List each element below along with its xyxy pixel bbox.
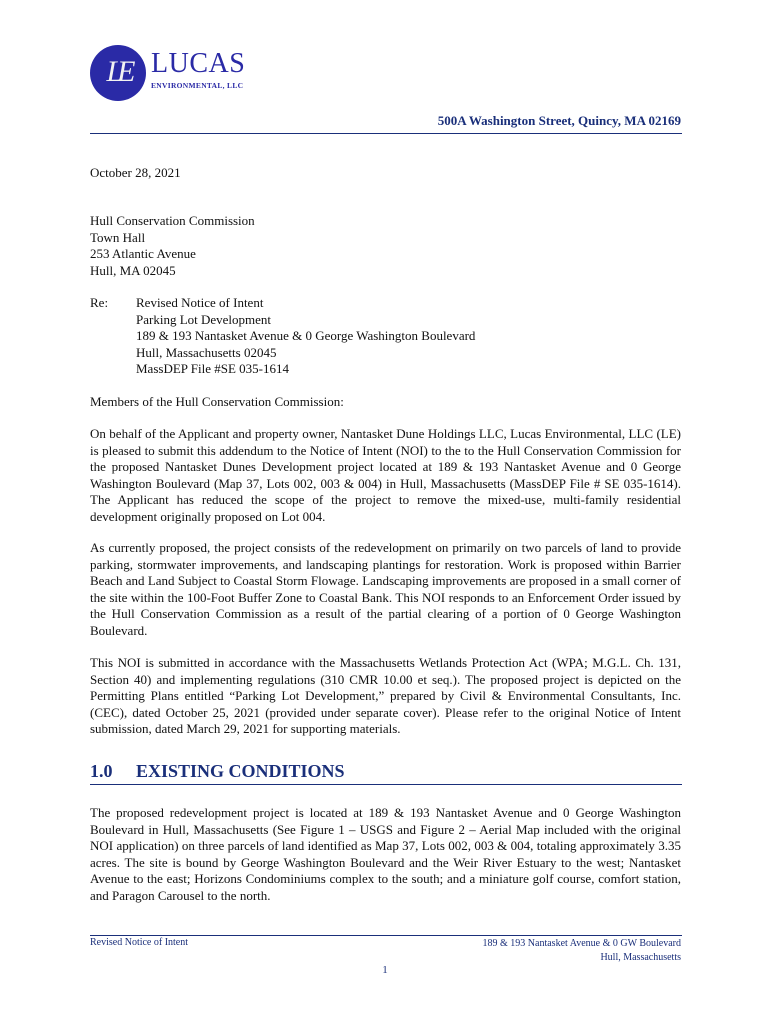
- logo-name: LUCAS: [151, 48, 246, 79]
- recipient-line: Hull, MA 02045: [90, 262, 176, 278]
- letter-date: October 28, 2021: [90, 165, 181, 180]
- recipient-line: Hull Conservation Commission: [90, 213, 255, 228]
- logo-subtitle: ENVIRONMENTAL, LLC: [151, 81, 244, 90]
- recipient-line: 253 Atlantic Avenue: [90, 246, 196, 261]
- footer-divider: [90, 935, 682, 936]
- body-paragraph-3: This NOI is submitted in accordance with the Massachusetts Wetlands Protection Act (WPA; M.G.L. Ch. 131, Section 40) and implementing regulations (310 CMR 10.00 et seq.). The proposed project is depicted on the Permitting Plans entitled “Parking Lot Development,” prepared by Civil & Environmental Consultants, Inc. (CEC), dated October 25, 2021 (provided under separate cover). Please refer to the original Notice of Intent submission, dated March 29, 2021 for supporting materials.: [90, 655, 681, 736]
- recipient-address: [90, 213, 681, 279]
- subject-lines: [136, 295, 475, 378]
- subject-line: Hull, Massachusetts 02045: [136, 344, 277, 360]
- body-paragraph-2: As currently proposed, the project consists of the redevelopment on primarily on two parcels of land to provide parking, stormwater improvements, and landscaping plantings for restoration. Work is proposed within Barrier Beach and Land Subject to Coastal Storm Flowage. Landscaping improvements are proposed in a small corner of the site within the 100-Foot Buffer Zone to Coastal Bank. This NOI responds to an Enforcement Order issued by the Hull Conservation Commission as a result of the partial clearing of a portion of 0 George Washington Boulevard.: [90, 540, 681, 638]
- page-number: 1: [382, 964, 388, 976]
- section-number: 1.0: [90, 761, 113, 781]
- section-paragraph: The proposed redevelopment project is located at 189 & 193 Nantasket Avenue and 0 George Washington Boulevard in Hull, Massachusetts (See Figure 1 – USGS and Figure 2 – Aerial Map included with the original NOI application) on three parcels of land identified as Map 37, Lots 002, 003 & 004, totaling approximately 3.35 acres. The site is bound by George Washington Boulevard and the Weir River Estuary to the west; Nantasket Avenue to the east; Horizons Condominiums complex to the south; and a miniature golf course, comfort station, and Paragon Carousel to the north.: [90, 805, 681, 903]
- section-heading: [90, 760, 345, 782]
- footer-left: Revised Notice of Intent: [90, 937, 189, 948]
- logo-monogram: LE: [106, 55, 130, 88]
- recipient-line: Town Hall: [90, 229, 146, 245]
- company-logo: [90, 45, 250, 103]
- subject-line: MassDEP File #SE 035-1614: [136, 361, 289, 376]
- footer-right: [483, 937, 681, 965]
- subject-line: Revised Notice of Intent: [136, 295, 264, 310]
- letterhead-divider: [90, 133, 682, 134]
- section-title: EXISTING CONDITIONS: [136, 761, 345, 781]
- logo-emblem: [90, 45, 146, 101]
- letterhead-address: 500A Washington Street, Quincy, MA 02169: [437, 113, 681, 128]
- subject-line: 189 & 193 Nantasket Avenue & 0 George Washington Boulevard: [136, 328, 476, 343]
- re-label: Re:: [90, 295, 109, 310]
- subject-line: Parking Lot Development: [136, 311, 272, 327]
- salutation: Members of the Hull Conservation Commission:: [90, 394, 344, 409]
- subject-block: [90, 295, 681, 379]
- footer-right-line: 189 & 193 Nantasket Avenue & 0 GW Boulevard: [482, 938, 681, 949]
- footer-right-line: Hull, Massachusetts: [600, 952, 681, 963]
- section-divider: [90, 784, 682, 785]
- body-paragraph-1: On behalf of the Applicant and property owner, Nantasket Dune Holdings LLC, Lucas Environmental, LLC (LE) is pleased to submit this addendum to the Notice of Intent (NOI) to the to the Hull Conservation Commission for the proposed Nantasket Dunes Development project located at 189 & 193 Nantasket Avenue and 0 George Washington Boulevard (Map 37, Lots 002, 003 & 004) in Hull, Massachusetts (MassDEP File # SE 035-1614). The Applicant has reduced the scope of the project to remove the mixed-use, multi-family residential development originally proposed on Lot 004.: [90, 426, 681, 524]
